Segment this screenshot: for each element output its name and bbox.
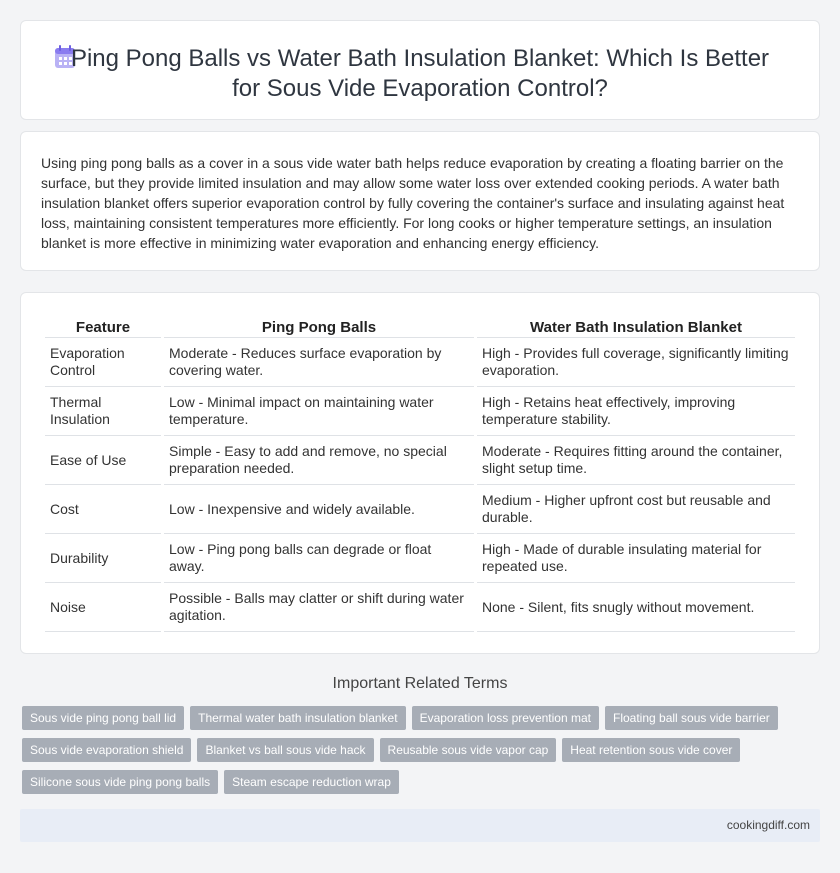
feature-cell: Evaporation Control [45, 338, 161, 387]
table-row [45, 387, 795, 436]
related-term-tag[interactable]: Thermal water bath insulation blanket [190, 706, 405, 730]
related-term-tag[interactable]: Blanket vs ball sous vide hack [197, 738, 373, 762]
table-header-row [45, 315, 795, 338]
footer [20, 809, 820, 842]
intro-paragraph: Using ping pong balls as a cover in a sous vide water bath helps reduce evaporation by creating a floating barrier on the surface, but they provide limited insulation and may allow some water loss over extended cooking periods. A water bath insulation blanket offers superior evaporation control by fully covering the container's surface and insulating against heat loss, maintaining consistent temperatures more efficiently. For long cooks or higher temperature settings, an insulation blanket is more effective in minimizing water evaporation and enhancing energy efficiency. [41, 155, 785, 251]
table-row [45, 534, 795, 583]
ping-pong-cell: Simple - Easy to add and remove, no special preparation needed. [164, 436, 474, 485]
header-feature: Feature [45, 315, 161, 338]
feature-cell: Ease of Use [45, 436, 161, 485]
related-term-tag[interactable]: Floating ball sous vide barrier [605, 706, 778, 730]
feature-cell: Thermal Insulation [45, 387, 161, 436]
blanket-cell: High - Made of durable insulating material for repeated use. [477, 534, 795, 583]
feature-cell: Cost [45, 485, 161, 534]
related-terms-title: Important Related Terms [332, 675, 508, 692]
ping-pong-cell: Low - Inexpensive and widely available. [164, 485, 474, 534]
related-term-tag[interactable]: Evaporation loss prevention mat [412, 706, 599, 730]
ping-pong-cell: Possible - Balls may clatter or shift during water agitation. [164, 583, 474, 632]
blanket-cell: High - Provides full coverage, significantly limiting evaporation. [477, 338, 795, 387]
page-title: Ping Pong Balls vs Water Bath Insulation Blanket: Which Is Better for Sous Vide Evaporation Control? [70, 45, 770, 102]
ping-pong-cell: Low - Ping pong balls can degrade or float away. [164, 534, 474, 583]
ping-pong-cell: Low - Minimal impact on maintaining water temperature. [164, 387, 474, 436]
comparison-table [42, 315, 798, 632]
table-row [45, 583, 795, 632]
table-row [45, 338, 795, 387]
comparison-card [20, 292, 820, 654]
title-card [20, 20, 820, 120]
ping-pong-cell: Moderate - Reduces surface evaporation by covering water. [164, 338, 474, 387]
related-terms-list [22, 706, 812, 794]
intro-card [20, 131, 820, 271]
related-term-tag[interactable]: Sous vide ping pong ball lid [22, 706, 184, 730]
blanket-cell: None - Silent, fits snugly without movement. [477, 583, 795, 632]
header-ping-pong-balls: Ping Pong Balls [164, 315, 474, 338]
blanket-cell: High - Retains heat effectively, improving temperature stability. [477, 387, 795, 436]
related-term-tag[interactable]: Sous vide evaporation shield [22, 738, 191, 762]
blanket-cell: Medium - Higher upfront cost but reusable and durable. [477, 485, 795, 534]
feature-cell: Noise [45, 583, 161, 632]
header-insulation-blanket: Water Bath Insulation Blanket [477, 315, 795, 338]
related-term-tag[interactable]: Reusable sous vide vapor cap [380, 738, 557, 762]
table-row [45, 436, 795, 485]
related-term-tag[interactable]: Heat retention sous vide cover [562, 738, 740, 762]
table-row [45, 485, 795, 534]
blanket-cell: Moderate - Requires fitting around the container, slight setup time. [477, 436, 795, 485]
site-link[interactable]: cookingdiff.com [726, 818, 810, 832]
related-term-tag[interactable]: Steam escape reduction wrap [224, 770, 399, 794]
related-term-tag[interactable]: Silicone sous vide ping pong balls [22, 770, 218, 794]
feature-cell: Durability [45, 534, 161, 583]
